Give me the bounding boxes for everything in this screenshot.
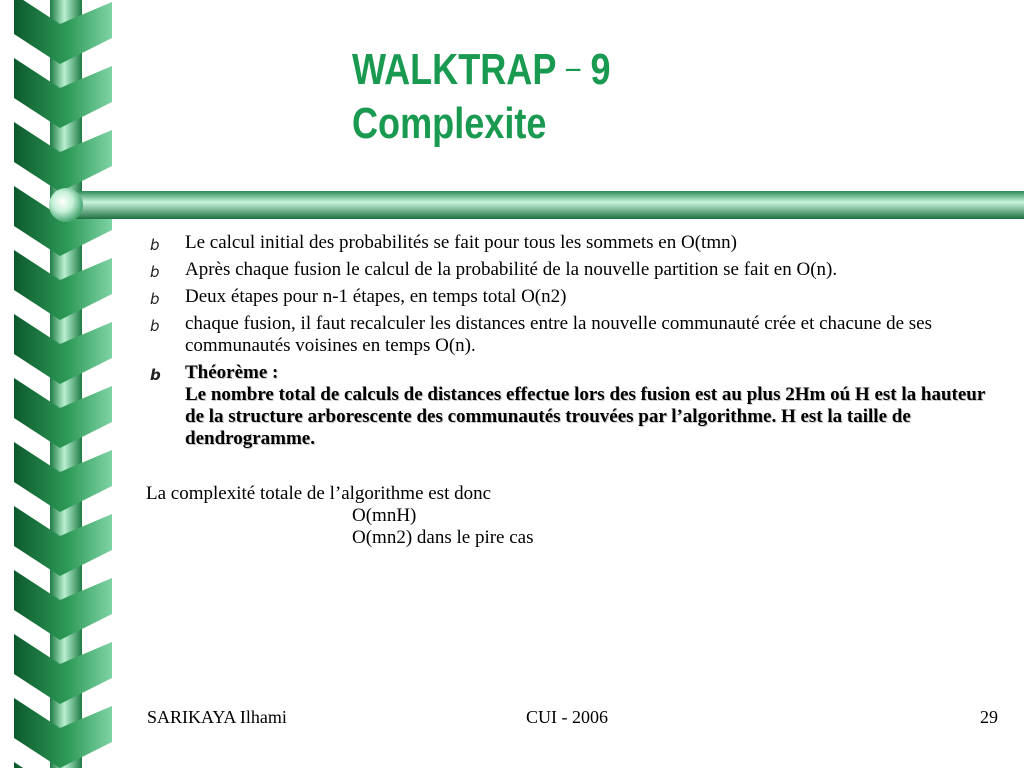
bullet-item [146,259,1006,281]
bullet-icon: b [150,290,160,308]
slide-title [352,40,611,151]
bullet-item [146,286,1006,308]
bullet-text: Deux étapes pour n-1 étapes, en temps total O(n2) [185,286,567,307]
bullet-icon: b [150,236,160,254]
footer-center: CUI - 2006 [526,707,608,727]
complexity-worst: O(mn2) dans le pire cas [352,527,534,548]
theorem-body: Le nombre total de calculs de distances effectue lors des fusion est au plus 2Hm oú H est la hauteur de la structure arborescente des communautés trouvées par l’algorithme. H est la taille de dendrogramme. [185,384,985,449]
complexity-average: O(mnH) [352,505,417,526]
title-subtitle: Complexite [352,99,547,148]
title-number: 9 [590,45,611,94]
footer-author: SARIKAYA Ilhami [147,707,287,727]
bullet-item [146,232,1006,254]
complexity-summary: La complexité totale de l’algorithme est donc [146,483,492,504]
bullet-icon: b [150,263,160,281]
bullet-text: Après chaque fusion le calcul de la probabilité de la nouvelle partition se fait en O(n). [185,259,838,280]
bullet-list [146,232,1006,450]
title-main: WALKTRAP [352,45,556,94]
bar-knob [49,188,83,222]
theorem-item [146,362,1006,450]
horizontal-bar [62,191,1024,219]
bullet-icon: b [150,366,161,384]
bullet-text: chaque fusion, il faut recalculer les distances entre la nouvelle communauté crée et chacune de ses communautés voisines en temps O(n). [185,313,932,356]
bullet-icon: b [150,317,160,335]
slide-body [146,232,1006,549]
page-number: 29 [980,707,998,727]
bullet-item [146,313,1006,357]
theorem-heading: Théorème : [185,362,279,383]
title-dash: – [565,49,581,85]
bullet-text: Le calcul initial des probabilités se fait pour tous les sommets en O(tmn) [185,232,737,253]
